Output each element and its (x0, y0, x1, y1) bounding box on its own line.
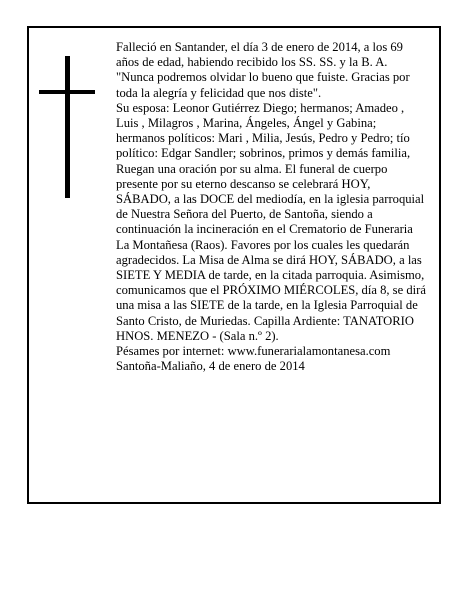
cross-vertical-bar (65, 56, 70, 198)
condolences-website: Pésames por internet: www.funerarialamontanesa.com (116, 344, 391, 359)
death-announcement: Falleció en Santander, el día 3 de enero de 2014, a los 69 años de edad, habiendo recibido los SS. SS. y la B. A. (116, 40, 403, 70)
memorial-quote: "Nunca podremos olvidar lo bueno que fuiste. Gracias por toda la alegría y felicidad que nos diste". (116, 70, 410, 100)
place-and-date: Santoña-Maliaño, 4 de enero de 2014 (116, 359, 305, 374)
obituary-text (116, 40, 426, 374)
obituary-notice (27, 26, 441, 504)
family-members: Su esposa: Leonor Gutiérrez Diego; hermanos; Amadeo , Luis , Milagros , Marina, Ángeles, Ángel y Gabina; hermanos políticos: Mari , Milia, Jesús, Pedro y Pedro; tío político: Edgar Sandler; sobrinos, primos y demás familia, (116, 100, 411, 161)
funeral-details: Ruegan una oración por su alma. El funeral de cuerpo presente por su eterno descanso se celebrará HOY, SÁBADO, a las DOCE del mediodía, en la iglesia parroquial de Nuestra Señora del Puerto, de Santoña, siendo a continuación la incineración en el Crematorio de Funeraria La Montañesa (Raos). Favores por los cuales les quedarán agradecidos. La Misa de Alma se dirá HOY, SÁBADO, a las SIETE Y MEDIA de tarde, en la citada parroquia. Asimismo, comunicamos que el PRÓXIMO MIÉRCOLES, día 8, se dirá una misa a las SIETE de la tarde, en la Iglesia Parroquial de Santo Cristo, de Muriedas. Capilla Ardiente: TANATORIO HNOS. MENEZO - (Sala n.º 2). (116, 161, 426, 343)
cross-horizontal-bar (39, 90, 95, 94)
cross-icon (39, 56, 95, 198)
